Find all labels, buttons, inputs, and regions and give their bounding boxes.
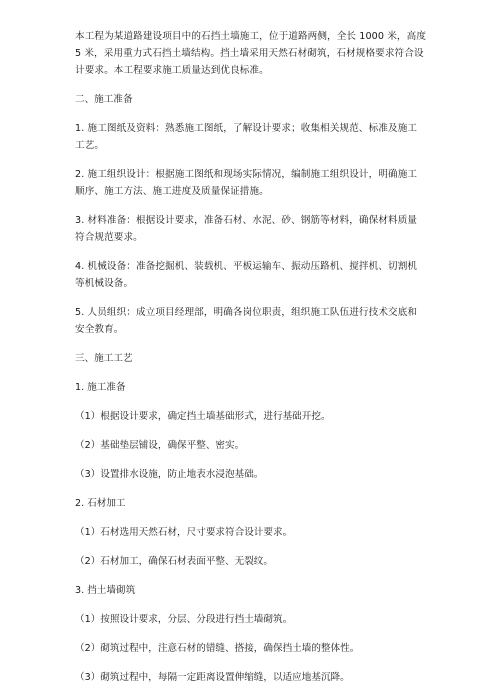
section-heading-process: 三、施工工艺 (75, 353, 133, 364)
section-heading-preparation: 二、施工准备 (75, 94, 133, 105)
prep-item-2 (75, 166, 430, 200)
list-item: （2）基础垫层铺设，确保平整、密实。 (75, 440, 245, 451)
prep-item-line: 顺序、施工方法、施工进度及质量保证措施。 (75, 186, 269, 197)
subheading-preparation: 1. 施工准备 (75, 382, 126, 393)
prep-item-line: 等机械设备。 (75, 278, 134, 289)
document-body (75, 28, 430, 698)
subheading-stone-processing: 2. 石材加工 (75, 498, 126, 509)
prep-item-line: 安全教育。 (75, 324, 124, 335)
prep-item-3 (75, 212, 430, 246)
list-item: （3）设置排水设施，防止地表水浸泡基础。 (75, 469, 264, 480)
prep-item-line: 符合规范要求。 (75, 232, 143, 243)
prep-item-line: 4. 机械设备：准备挖掘机、装载机、平板运输车、振动压路机、搅拌机、切割机 (75, 261, 418, 272)
prep-item-line: 1. 施工图纸及资料：熟悉施工图纸，了解设计要求；收集相关规范、标准及施工 (75, 123, 418, 134)
intro-line: 计要求。本工程要求施工质量达到优良标准。 (75, 65, 269, 76)
intro-line: 5 米，采用重力式石挡土墙结构。挡土墙采用天然石材砌筑，石材规格要求符合设 (75, 48, 424, 59)
prep-item-line: 2. 施工组织设计：根据施工图纸和现场实际情况，编制施工组织设计，明确施工 (75, 169, 418, 180)
prep-item-4 (75, 258, 430, 292)
list-item: （1）根据设计要求，确定挡土墙基础形式，进行基础开挖。 (75, 411, 331, 422)
subheading-wall-masonry: 3. 挡土墙砌筑 (75, 585, 136, 596)
list-item: （2）砌筑过程中，注意石材的错缝、搭接，确保挡土墙的整体性。 (75, 643, 360, 654)
list-item: （1）石材选用天然石材，尺寸要求符合设计要求。 (75, 527, 293, 538)
prep-item-1 (75, 120, 430, 154)
list-item: （2）石材加工，确保石材表面平整、无裂纹。 (75, 556, 273, 567)
prep-item-line: 3. 材料准备：根据设计要求，准备石材、水泥、砂、钢筋等材料，确保材料质量 (75, 215, 418, 226)
intro-line: 本工程为某道路建设项目中的石挡土墙施工，位于道路两侧，全长 1000 米，高度 (75, 31, 427, 42)
prep-item-line: 工艺。 (75, 140, 105, 151)
intro-paragraph (75, 28, 430, 79)
prep-item-5 (75, 304, 430, 338)
list-item: （1）按照设计要求，分层、分段进行挡土墙砌筑。 (75, 614, 293, 625)
list-item: （3）砌筑过程中，每隔一定距离设置伸缩缝，以适应地基沉降。 (75, 672, 350, 683)
prep-item-line: 5. 人员组织：成立项目经理部，明确各岗位职责，组织施工队伍进行技术交底和 (75, 307, 418, 318)
